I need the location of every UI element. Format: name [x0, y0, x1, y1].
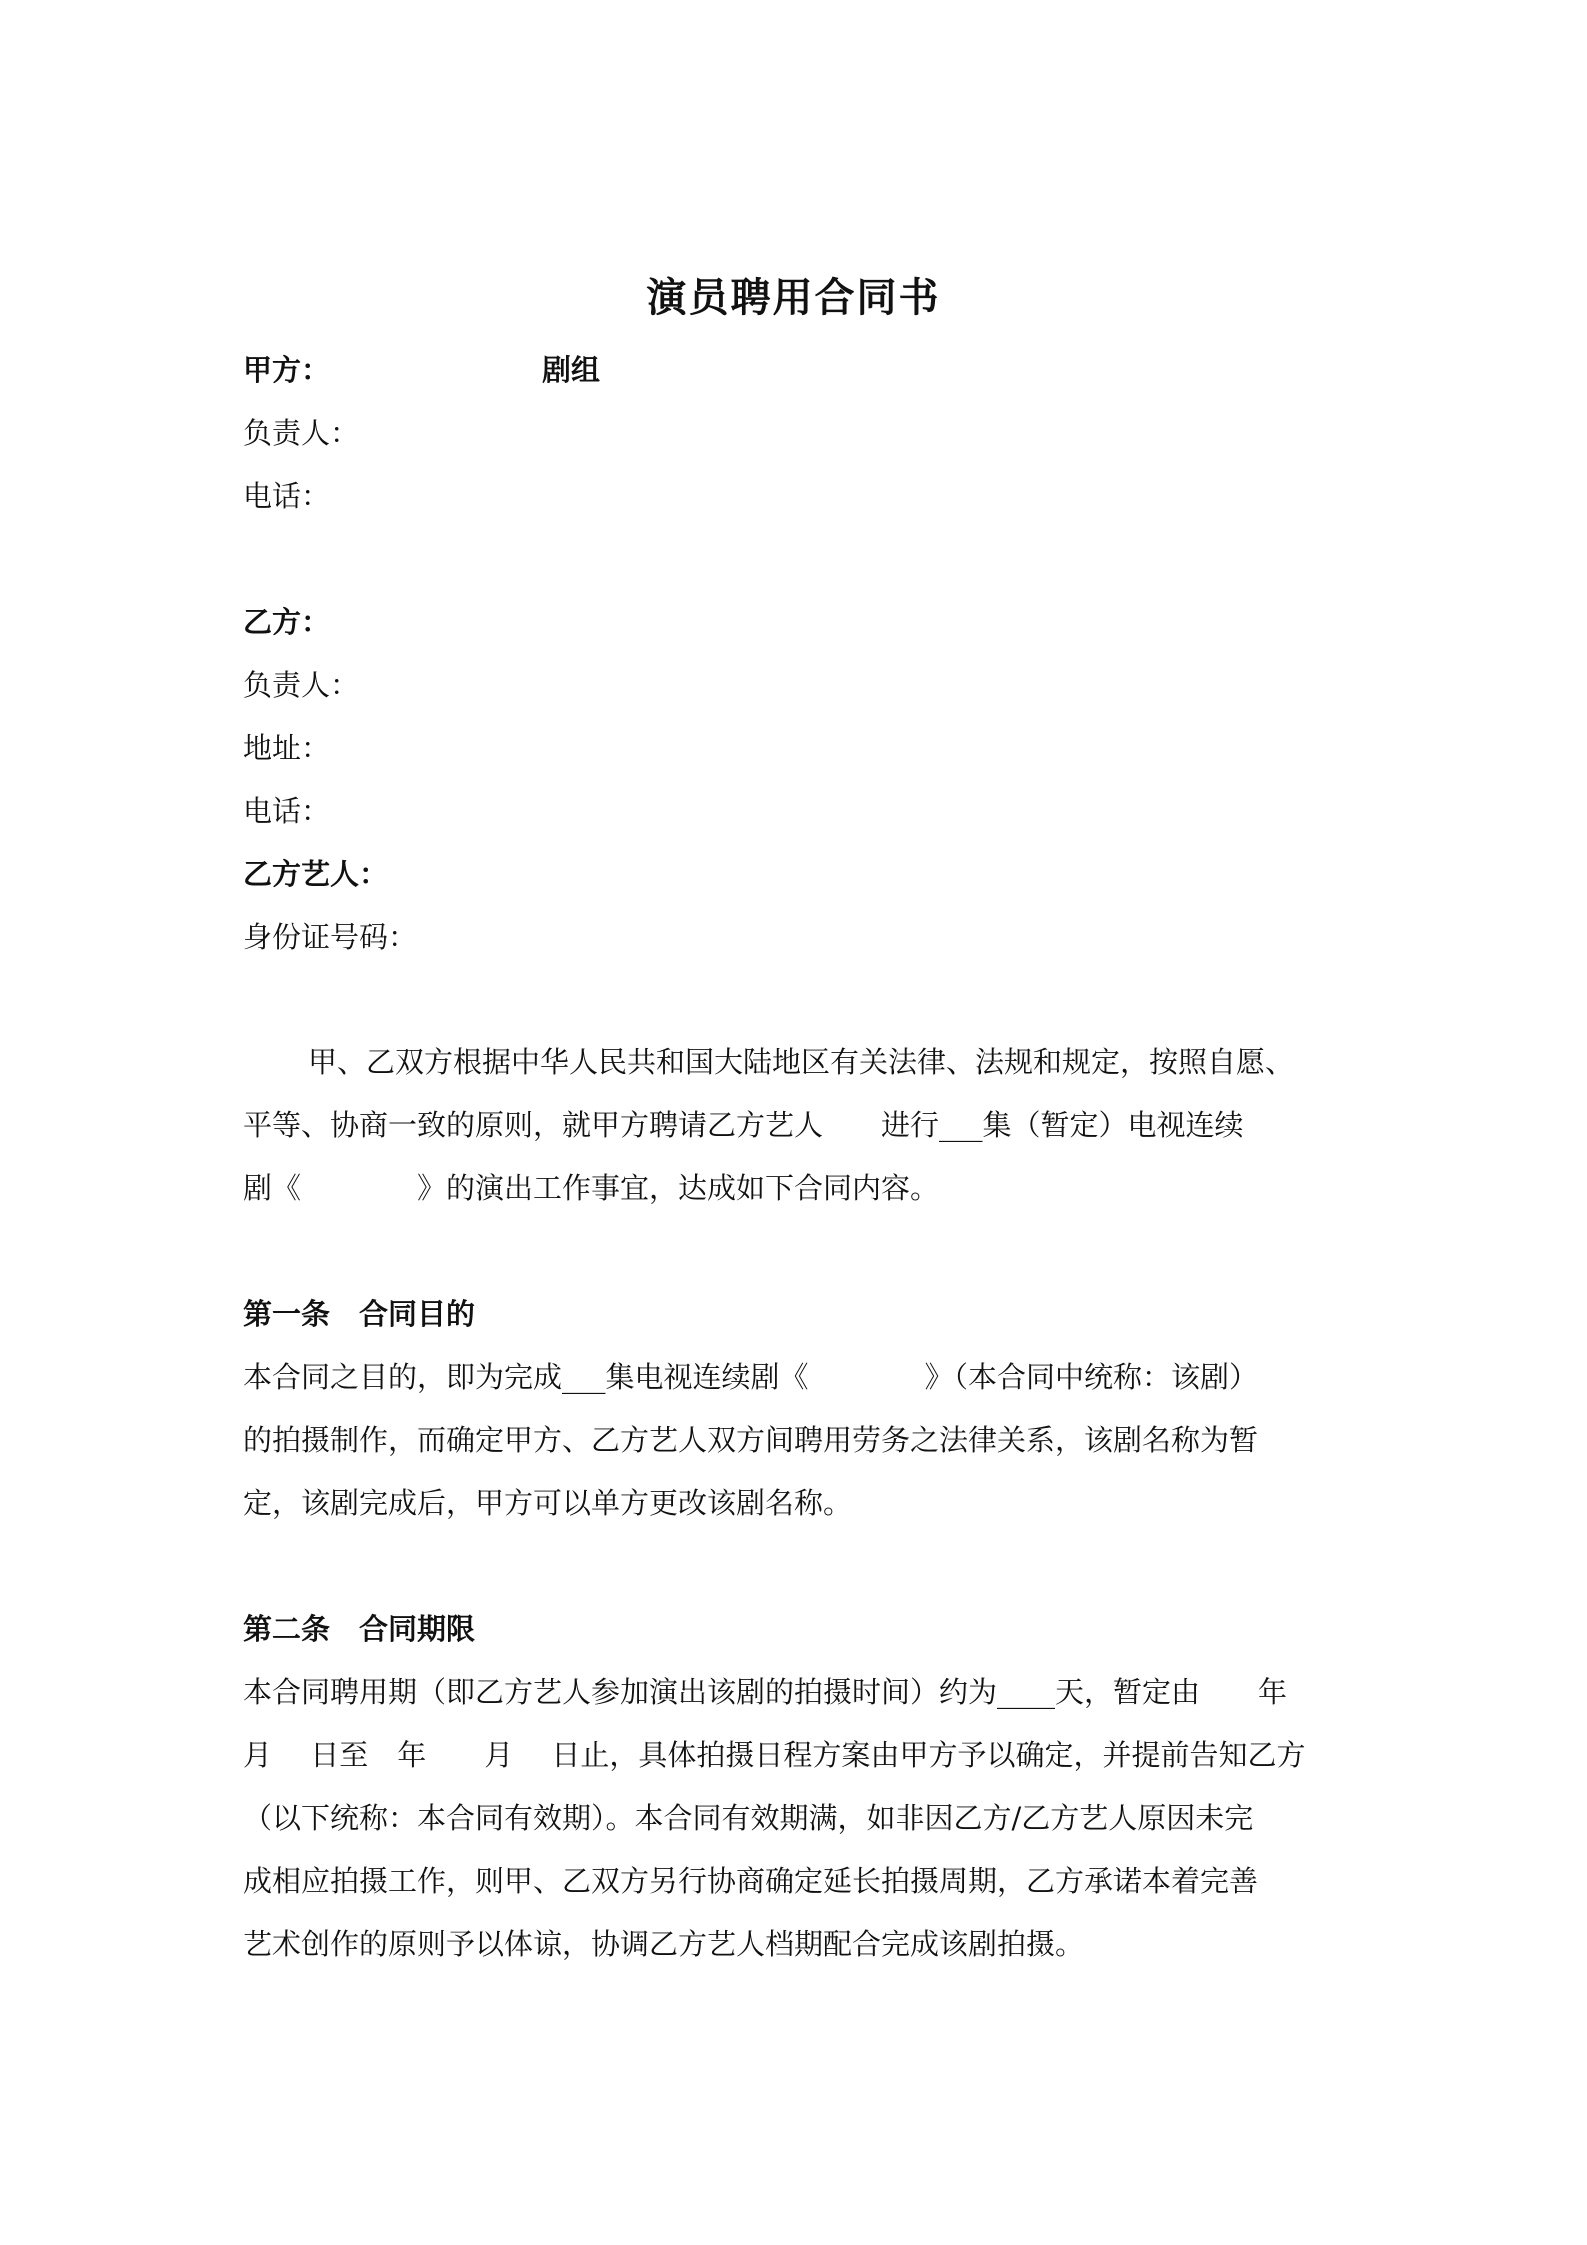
party-a-label: 甲方： — [243, 353, 331, 387]
party-a-phone-label: 电话： — [243, 479, 331, 513]
party-a-line — [243, 350, 600, 390]
party-b-address-label: 地址： — [243, 731, 331, 765]
preamble-line-2: 平等、协商一致的原则，就甲方聘请乙方艺人 进行___集（暂定）电视连续 — [243, 1108, 1244, 1142]
article-2-heading: 第二条 合同期限 — [243, 1612, 476, 1646]
party-b-artist-label: 乙方艺人： — [243, 857, 389, 891]
article-2-line-2: 月 日至 年 月 日止，具体拍摄日程方案由甲方予以确定，并提前告知乙方 — [243, 1738, 1306, 1772]
article-2-line-5: 艺术创作的原则予以体谅，协调乙方艺人档期配合完成该剧拍摄。 — [243, 1927, 1085, 1961]
article-1-line-1: 本合同之目的，即为完成___集电视连续剧《 》（本合同中统称：该剧） — [243, 1360, 1259, 1394]
party-b-phone-label: 电话： — [243, 794, 331, 828]
party-b-id-label: 身份证号码： — [243, 920, 418, 954]
party-a-suffix: 剧组 — [542, 353, 601, 387]
article-1-line-3: 定，该剧完成后，甲方可以单方更改该剧名称。 — [243, 1486, 853, 1520]
preamble-line-3: 剧《 》的演出工作事宜，达成如下合同内容。 — [243, 1171, 940, 1205]
party-b-label: 乙方： — [243, 605, 331, 639]
article-2-line-3: （以下统称：本合同有效期）。本合同有效期满，如非因乙方/乙方艺人原因未完 — [243, 1801, 1254, 1835]
article-1-heading: 第一条 合同目的 — [243, 1297, 476, 1331]
document-title: 演员聘用合同书 — [646, 274, 941, 321]
article-2-line-1: 本合同聘用期（即乙方艺人参加演出该剧的拍摄时间）约为____天，暂定由 年 — [243, 1675, 1288, 1709]
party-b-contact-label: 负责人： — [243, 668, 360, 702]
preamble-line-1: 甲、乙双方根据中华人民共和国大陆地区有关法律、法规和规定，按照自愿、 — [308, 1045, 1295, 1079]
party-a-contact-label: 负责人： — [243, 416, 360, 450]
article-1-line-2: 的拍摄制作，而确定甲方、乙方艺人双方间聘用劳务之法律关系，该剧名称为暂 — [243, 1423, 1259, 1457]
article-2-line-4: 成相应拍摄工作，则甲、乙双方另行协商确定延长拍摄周期，乙方承诺本着完善 — [243, 1864, 1259, 1898]
